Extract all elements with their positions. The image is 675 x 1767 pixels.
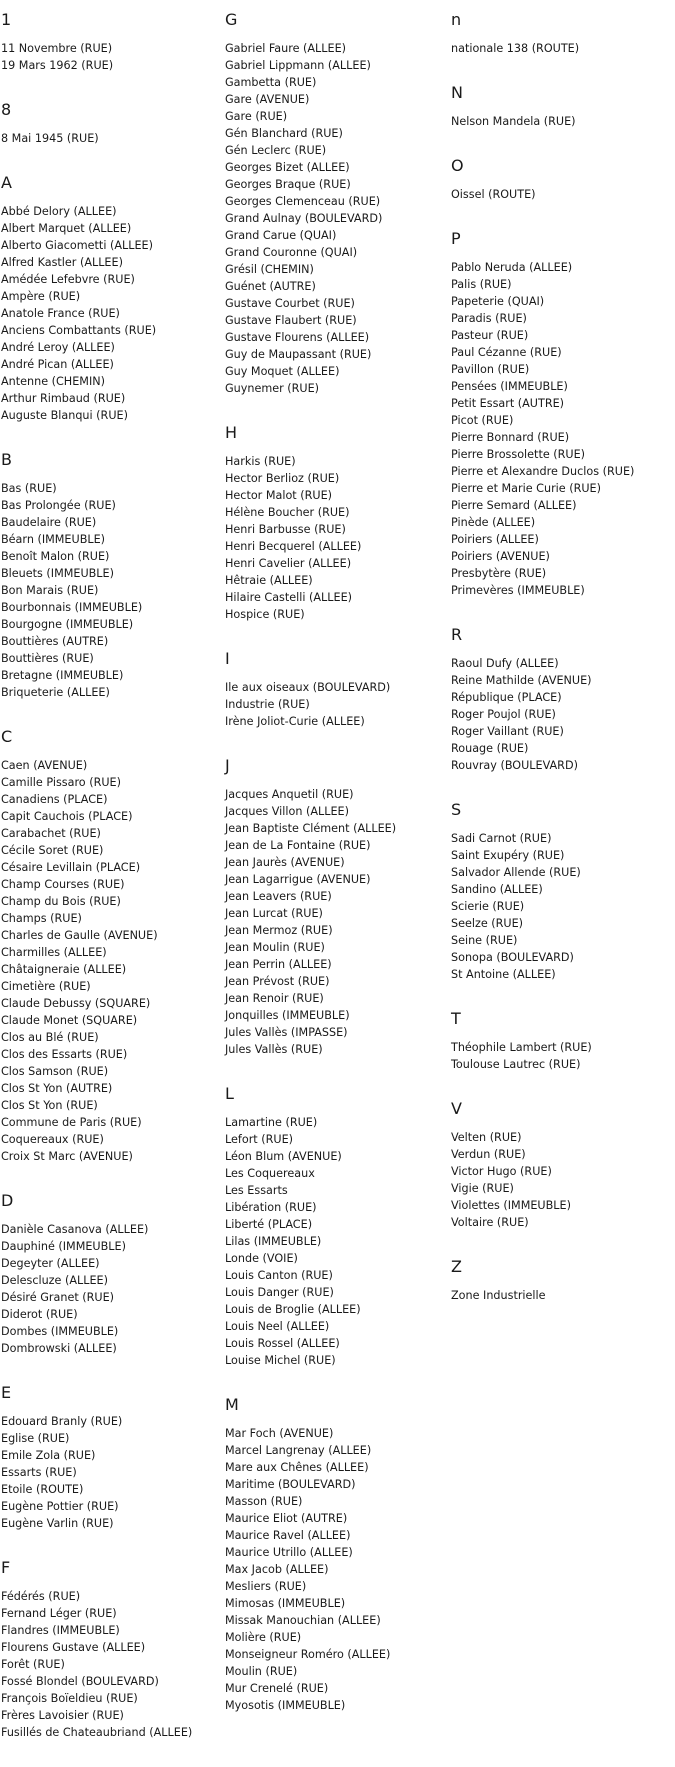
street-link[interactable]: Mar Foch (AVENUE) (225, 1427, 334, 1440)
street-link[interactable]: Jacques Villon (ALLEE) (225, 805, 349, 818)
street-link[interactable]: Pasteur (RUE) (451, 329, 529, 342)
street-link[interactable]: Gén Leclerc (RUE) (225, 144, 327, 157)
street-link[interactable]: Delescluze (ALLEE) (1, 1274, 108, 1287)
street-link[interactable]: Victor Hugo (RUE) (451, 1165, 552, 1178)
street-link[interactable]: Fédérés (RUE) (1, 1590, 81, 1603)
street-link[interactable]: Seelze (RUE) (451, 917, 524, 930)
street-link[interactable]: Danièle Casanova (ALLEE) (1, 1223, 149, 1236)
street-link[interactable]: Henri Barbusse (RUE) (225, 523, 346, 536)
letter-section (225, 10, 425, 397)
street-link[interactable]: Les Essarts (225, 1184, 288, 1197)
street-link[interactable]: Myosotis (IMMEUBLE) (225, 1699, 346, 1712)
street-link[interactable]: Pinède (ALLEE) (451, 516, 536, 529)
street-link[interactable]: Nelson Mandela (RUE) (451, 115, 576, 128)
street-link[interactable]: Pierre Brossolette (RUE) (451, 448, 586, 461)
letter-section (451, 10, 651, 57)
street-link[interactable]: Jean Prévost (RUE) (225, 975, 330, 988)
letter-section (1, 10, 201, 74)
street-link[interactable]: Commune de Paris (RUE) (1, 1116, 142, 1129)
street-link[interactable]: Grésil (CHEMIN) (225, 263, 314, 276)
street-link[interactable]: Dauphiné (IMMEUBLE) (1, 1240, 126, 1253)
street-link[interactable]: Arthur Rimbaud (RUE) (1, 392, 126, 405)
street-link[interactable]: Jean Leavers (RUE) (225, 890, 332, 903)
column-1 (1, 10, 201, 1767)
street-link[interactable]: Fernand Léger (RUE) (1, 1607, 117, 1620)
letter-section (451, 229, 651, 599)
street-link[interactable]: Max Jacob (ALLEE) (225, 1563, 329, 1576)
street-link[interactable]: Louis Danger (RUE) (225, 1286, 334, 1299)
street-link[interactable]: Hospice (RUE) (225, 608, 305, 621)
street-link[interactable]: Léon Blum (AVENUE) (225, 1150, 342, 1163)
letter-section (451, 1009, 651, 1073)
street-link[interactable]: Industrie (RUE) (225, 698, 310, 711)
street-link[interactable]: Eugène Varlin (RUE) (1, 1517, 114, 1530)
street-link[interactable]: Cécile Soret (RUE) (1, 844, 104, 857)
street-link[interactable]: Gambetta (RUE) (225, 76, 317, 89)
letter-heading: A (1, 173, 12, 192)
street-link[interactable]: Grand Aulnay (BOULEVARD) (225, 212, 383, 225)
street-link[interactable]: Oissel (ROUTE) (451, 188, 536, 201)
street-link[interactable]: Jacques Anquetil (RUE) (225, 788, 354, 801)
street-link[interactable]: Grand Carue (QUAI) (225, 229, 337, 242)
street-link[interactable]: Monseigneur Roméro (ALLEE) (225, 1648, 391, 1661)
street-link[interactable]: Alberto Giacometti (ALLEE) (1, 239, 153, 252)
street-link[interactable]: Primevères (IMMEUBLE) (451, 584, 585, 597)
letter-section (451, 156, 651, 203)
street-link[interactable]: Maurice Utrillo (ALLEE) (225, 1546, 353, 1559)
letter-section (451, 83, 651, 130)
street-link[interactable]: Guy de Maupassant (RUE) (225, 348, 372, 361)
street-link[interactable]: Jean Baptiste Clément (ALLEE) (225, 822, 397, 835)
letter-heading: C (1, 727, 13, 746)
street-link[interactable]: Paul Cézanne (RUE) (451, 346, 562, 359)
letter-section (451, 1257, 651, 1304)
letter-heading: Z (451, 1257, 462, 1276)
street-link[interactable]: Briqueterie (ALLEE) (1, 686, 110, 699)
street-link[interactable]: Anciens Combattants (RUE) (1, 324, 157, 337)
street-link[interactable]: Coquereaux (RUE) (1, 1133, 104, 1146)
street-link[interactable]: Jean Perrin (ALLEE) (225, 958, 332, 971)
street-link[interactable]: Ampère (RUE) (1, 290, 81, 303)
letter-section (451, 1099, 651, 1231)
street-link[interactable]: Sadi Carnot (RUE) (451, 832, 552, 845)
street-link[interactable]: Canadiens (PLACE) (1, 793, 108, 806)
street-link[interactable]: Palis (RUE) (451, 278, 512, 291)
letter-heading: M (225, 1395, 239, 1414)
street-link[interactable]: André Pican (ALLEE) (1, 358, 114, 371)
street-link[interactable]: Toulouse Lautrec (RUE) (451, 1058, 581, 1071)
letter-heading: V (451, 1099, 462, 1118)
street-link[interactable]: Bon Marais (RUE) (1, 584, 99, 597)
street-link[interactable]: Guy Moquet (ALLEE) (225, 365, 340, 378)
street-link[interactable]: Baudelaire (RUE) (1, 516, 97, 529)
letter-section (225, 1084, 425, 1369)
letter-section (1, 100, 201, 147)
letter-section (225, 649, 425, 730)
street-link[interactable]: Pablo Neruda (ALLEE) (451, 261, 573, 274)
street-link[interactable]: St Antoine (ALLEE) (451, 968, 556, 981)
street-link[interactable]: André Leroy (ALLEE) (1, 341, 115, 354)
street-link[interactable]: Lilas (IMMEUBLE) (225, 1235, 322, 1248)
street-link[interactable]: Désiré Granet (RUE) (1, 1291, 115, 1304)
street-link[interactable]: Sonopa (BOULEVARD) (451, 951, 574, 964)
letter-heading: E (1, 1383, 12, 1402)
street-link[interactable]: Bas Prolongée (RUE) (1, 499, 116, 512)
street-link[interactable]: Emile Zola (RUE) (1, 1449, 96, 1462)
street-link[interactable]: Hector Malot (RUE) (225, 489, 332, 502)
street-link[interactable]: Georges Clemenceau (RUE) (225, 195, 381, 208)
street-link[interactable]: Hector Berlioz (RUE) (225, 472, 340, 485)
street-link[interactable]: Voltaire (RUE) (451, 1216, 529, 1229)
street-link[interactable]: Henri Cavelier (ALLEE) (225, 557, 352, 570)
street-link[interactable]: Petit Essart (AUTRE) (451, 397, 565, 410)
street-link[interactable]: Béarn (IMMEUBLE) (1, 533, 106, 546)
street-link[interactable]: Irène Joliot-Curie (ALLEE) (225, 715, 365, 728)
street-link[interactable]: Mimosas (IMMEUBLE) (225, 1597, 346, 1610)
street-link[interactable]: Dombrowski (ALLEE) (1, 1342, 117, 1355)
street-link[interactable]: 8 Mai 1945 (RUE) (1, 132, 99, 145)
street-link[interactable]: Saint Exupéry (RUE) (451, 849, 565, 862)
letter-heading: P (451, 229, 461, 248)
street-link[interactable]: Masson (RUE) (225, 1495, 303, 1508)
street-link[interactable]: Pierre et Alexandre Duclos (RUE) (451, 465, 635, 478)
street-link[interactable]: Louis Rossel (ALLEE) (225, 1337, 340, 1350)
street-link[interactable]: Lamartine (RUE) (225, 1116, 318, 1129)
letter-section (225, 1395, 425, 1714)
street-link[interactable]: Gabriel Lippmann (ALLEE) (225, 59, 371, 72)
letter-heading: R (451, 625, 463, 644)
street-link[interactable]: Guynemer (RUE) (225, 382, 320, 395)
street-link[interactable]: Missak Manouchian (ALLEE) (225, 1614, 381, 1627)
street-link[interactable]: Charles de Gaulle (AVENUE) (1, 929, 158, 942)
street-link[interactable]: Salvador Allende (RUE) (451, 866, 581, 879)
street-link[interactable]: Lefort (RUE) (225, 1133, 294, 1146)
letter-section (225, 756, 425, 1058)
street-link[interactable]: Mesliers (RUE) (225, 1580, 307, 1593)
street-link[interactable]: Fusillés de Chateaubriand (ALLEE) (1, 1726, 193, 1739)
street-link[interactable]: Papeterie (QUAI) (451, 295, 545, 308)
street-link[interactable]: Bretagne (IMMEUBLE) (1, 669, 124, 682)
street-link[interactable]: Camille Pissaro (RUE) (1, 776, 121, 789)
street-link[interactable]: Clos Samson (RUE) (1, 1065, 109, 1078)
street-link[interactable]: Louis Canton (RUE) (225, 1269, 333, 1282)
street-link[interactable]: Flourens Gustave (ALLEE) (1, 1641, 146, 1654)
street-link[interactable]: Maurice Eliot (AUTRE) (225, 1512, 348, 1525)
street-link[interactable]: Champ Courses (RUE) (1, 878, 125, 891)
street-link[interactable]: Reine Mathilde (AVENUE) (451, 674, 592, 687)
street-link[interactable]: Georges Bizet (ALLEE) (225, 161, 350, 174)
letter-heading: H (225, 423, 238, 442)
street-link[interactable]: Carabachet (RUE) (1, 827, 101, 840)
street-link[interactable]: Marcel Langrenay (ALLEE) (225, 1444, 372, 1457)
street-link[interactable]: Capit Cauchois (PLACE) (1, 810, 133, 823)
street-link[interactable]: Hêtraie (ALLEE) (225, 574, 313, 587)
street-link[interactable]: Gustave Flourens (ALLEE) (225, 331, 370, 344)
column-2 (225, 10, 425, 1740)
street-link[interactable]: Bourgogne (IMMEUBLE) (1, 618, 134, 631)
street-link[interactable]: Londe (VOIE) (225, 1252, 298, 1265)
street-link[interactable]: 19 Mars 1962 (RUE) (1, 59, 114, 72)
letter-heading: O (451, 156, 464, 175)
street-link[interactable]: Jean Renoir (RUE) (225, 992, 324, 1005)
street-link[interactable]: Raoul Dufy (ALLEE) (451, 657, 559, 670)
street-link[interactable]: Violettes (IMMEUBLE) (451, 1199, 571, 1212)
letter-heading: B (1, 450, 12, 469)
street-link[interactable]: Roger Poujol (RUE) (451, 708, 556, 721)
street-link[interactable]: Pierre et Marie Curie (RUE) (451, 482, 601, 495)
column-3 (451, 10, 651, 1330)
street-link[interactable]: Jean Lagarrigue (AVENUE) (225, 873, 371, 886)
street-link[interactable]: Hilaire Castelli (ALLEE) (225, 591, 353, 604)
street-link[interactable]: Césaire Levillain (PLACE) (1, 861, 141, 874)
letter-heading: 1 (1, 10, 12, 29)
street-link[interactable]: Louis Neel (ALLEE) (225, 1320, 330, 1333)
street-link[interactable]: Bouttières (RUE) (1, 652, 94, 665)
street-link[interactable]: Diderot (RUE) (1, 1308, 78, 1321)
street-link[interactable]: Paradis (RUE) (451, 312, 527, 325)
street-link[interactable]: Ile aux oiseaux (BOULEVARD) (225, 681, 391, 694)
street-link[interactable]: Rouage (RUE) (451, 742, 529, 755)
letter-heading: T (451, 1009, 461, 1028)
letter-heading: n (451, 10, 462, 29)
street-link[interactable]: Poiriers (AVENUE) (451, 550, 550, 563)
street-link[interactable]: Fossé Blondel (BOULEVARD) (1, 1675, 159, 1688)
street-link[interactable]: Roger Vaillant (RUE) (451, 725, 564, 738)
street-link[interactable]: Antenne (CHEMIN) (1, 375, 105, 388)
street-link[interactable]: Benoît Malon (RUE) (1, 550, 110, 563)
street-link[interactable]: Flandres (IMMEUBLE) (1, 1624, 120, 1637)
street-link[interactable]: Jean Mermoz (RUE) (225, 924, 333, 937)
letter-section (1, 173, 201, 424)
street-link[interactable]: Georges Braque (RUE) (225, 178, 351, 191)
street-link[interactable]: Seine (RUE) (451, 934, 518, 947)
street-link[interactable]: François Boïeldieu (RUE) (1, 1692, 138, 1705)
street-link[interactable]: Châtaigneraie (ALLEE) (1, 963, 127, 976)
street-link[interactable]: Grand Couronne (QUAI) (225, 246, 358, 259)
street-link[interactable]: Harkis (RUE) (225, 455, 296, 468)
letter-heading: L (225, 1084, 234, 1103)
street-link[interactable]: Frères Lavoisier (RUE) (1, 1709, 124, 1722)
street-link[interactable]: Edouard Branly (RUE) (1, 1415, 123, 1428)
street-link[interactable]: Théophile Lambert (RUE) (451, 1041, 592, 1054)
street-link[interactable]: Dombes (IMMEUBLE) (1, 1325, 119, 1338)
street-link[interactable]: Bourbonnais (IMMEUBLE) (1, 601, 143, 614)
letter-heading: N (451, 83, 463, 102)
letter-heading: S (451, 800, 462, 819)
street-link[interactable]: Jules Vallès (RUE) (225, 1043, 323, 1056)
street-link[interactable]: 11 Novembre (RUE) (1, 42, 113, 55)
street-link[interactable]: Vigie (RUE) (451, 1182, 514, 1195)
letter-heading: I (225, 649, 230, 668)
street-link[interactable]: Liberté (PLACE) (225, 1218, 313, 1231)
street-link[interactable]: Libération (RUE) (225, 1201, 317, 1214)
street-link[interactable]: République (PLACE) (451, 691, 562, 704)
street-link[interactable]: Jonquilles (IMMEUBLE) (225, 1009, 350, 1022)
letter-section (1, 727, 201, 1165)
street-link[interactable]: Jean Moulin (RUE) (225, 941, 325, 954)
street-link[interactable]: Cimetière (RUE) (1, 980, 91, 993)
street-link[interactable]: nationale 138 (ROUTE) (451, 42, 580, 55)
street-link[interactable]: Champ du Bois (RUE) (1, 895, 121, 908)
street-link[interactable]: Moulin (RUE) (225, 1665, 298, 1678)
street-link[interactable]: Champs (RUE) (1, 912, 82, 925)
letter-heading: 8 (1, 100, 12, 119)
street-link[interactable]: Claude Debussy (SQUARE) (1, 997, 151, 1010)
letter-section (451, 800, 651, 983)
street-link[interactable]: Gustave Flaubert (RUE) (225, 314, 357, 327)
street-link[interactable]: Clos des Essarts (RUE) (1, 1048, 128, 1061)
street-link[interactable]: Presbytère (RUE) (451, 567, 547, 580)
street-link[interactable]: Essarts (RUE) (1, 1466, 77, 1479)
street-link[interactable]: Eugène Pottier (RUE) (1, 1500, 119, 1513)
street-link[interactable]: Gabriel Faure (ALLEE) (225, 42, 347, 55)
street-link[interactable]: Pensées (IMMEUBLE) (451, 380, 568, 393)
street-link[interactable]: Poiriers (ALLEE) (451, 533, 539, 546)
street-link[interactable]: Bas (RUE) (1, 482, 57, 495)
letter-section (1, 1191, 201, 1357)
street-link[interactable]: Gare (RUE) (225, 110, 288, 123)
letter-heading: D (1, 1191, 14, 1210)
street-link[interactable]: Verdun (RUE) (451, 1148, 526, 1161)
street-link[interactable]: Gustave Courbet (RUE) (225, 297, 355, 310)
street-link[interactable]: Mur Crenelé (RUE) (225, 1682, 329, 1695)
street-link[interactable]: Louise Michel (RUE) (225, 1354, 336, 1367)
street-link[interactable]: Alfred Kastler (ALLEE) (1, 256, 123, 269)
street-link[interactable]: Scierie (RUE) (451, 900, 525, 913)
street-link[interactable]: Sandino (ALLEE) (451, 883, 543, 896)
street-link[interactable]: Bleuets (IMMEUBLE) (1, 567, 114, 580)
street-link[interactable]: Louis de Broglie (ALLEE) (225, 1303, 361, 1316)
street-link[interactable]: Forêt (RUE) (1, 1658, 65, 1671)
street-link[interactable]: Guénet (AUTRE) (225, 280, 316, 293)
street-link[interactable]: Amédée Lefebvre (RUE) (1, 273, 135, 286)
street-link[interactable]: Pierre Semard (ALLEE) (451, 499, 577, 512)
street-link[interactable]: Hélène Boucher (RUE) (225, 506, 350, 519)
street-link[interactable]: Caen (AVENUE) (1, 759, 88, 772)
street-link[interactable]: Pavillon (RUE) (451, 363, 530, 376)
street-link[interactable]: Claude Monet (SQUARE) (1, 1014, 138, 1027)
letter-section (225, 423, 425, 623)
street-link[interactable]: Etoile (ROUTE) (1, 1483, 84, 1496)
street-link[interactable]: Mare aux Chênes (ALLEE) (225, 1461, 369, 1474)
street-link[interactable]: Clos au Blé (RUE) (1, 1031, 99, 1044)
street-link[interactable]: Anatole France (RUE) (1, 307, 120, 320)
street-link[interactable]: Clos St Yon (AUTRE) (1, 1082, 113, 1095)
letter-section (1, 1383, 201, 1532)
street-link[interactable]: Croix St Marc (AVENUE) (1, 1150, 133, 1163)
street-link[interactable]: Eglise (RUE) (1, 1432, 70, 1445)
street-link[interactable]: Degeyter (ALLEE) (1, 1257, 100, 1270)
street-link[interactable]: Molière (RUE) (225, 1631, 302, 1644)
street-link[interactable]: Jean de La Fontaine (RUE) (225, 839, 371, 852)
letter-heading: J (225, 756, 230, 775)
street-link[interactable]: Gare (AVENUE) (225, 93, 310, 106)
letter-section (1, 450, 201, 701)
street-link[interactable]: Rouvray (BOULEVARD) (451, 759, 578, 772)
street-link[interactable]: Gén Blanchard (RUE) (225, 127, 343, 140)
street-link[interactable]: Zone Industrielle (451, 1289, 546, 1302)
street-link[interactable]: Bouttières (AUTRE) (1, 635, 109, 648)
letter-section (1, 1558, 201, 1741)
street-link[interactable]: Albert Marquet (ALLEE) (1, 222, 132, 235)
street-link[interactable]: Maritime (BOULEVARD) (225, 1478, 356, 1491)
street-link[interactable]: Jules Vallès (IMPASSE) (225, 1026, 348, 1039)
street-link[interactable]: Auguste Blanqui (RUE) (1, 409, 128, 422)
street-link[interactable]: Clos St Yon (RUE) (1, 1099, 98, 1112)
street-link[interactable]: Jean Jaurès (AVENUE) (225, 856, 345, 869)
street-link[interactable]: Pierre Bonnard (RUE) (451, 431, 570, 444)
street-link[interactable]: Les Coquereaux (225, 1167, 315, 1180)
street-link[interactable]: Jean Lurcat (RUE) (225, 907, 323, 920)
street-link[interactable]: Maurice Ravel (ALLEE) (225, 1529, 351, 1542)
letter-section (451, 625, 651, 774)
street-link[interactable]: Charmilles (ALLEE) (1, 946, 107, 959)
street-link[interactable]: Henri Becquerel (ALLEE) (225, 540, 362, 553)
street-link[interactable]: Velten (RUE) (451, 1131, 522, 1144)
letter-heading: G (225, 10, 238, 29)
street-link[interactable]: Abbé Delory (ALLEE) (1, 205, 117, 218)
street-link[interactable]: Picot (RUE) (451, 414, 514, 427)
letter-heading: F (1, 1558, 11, 1577)
